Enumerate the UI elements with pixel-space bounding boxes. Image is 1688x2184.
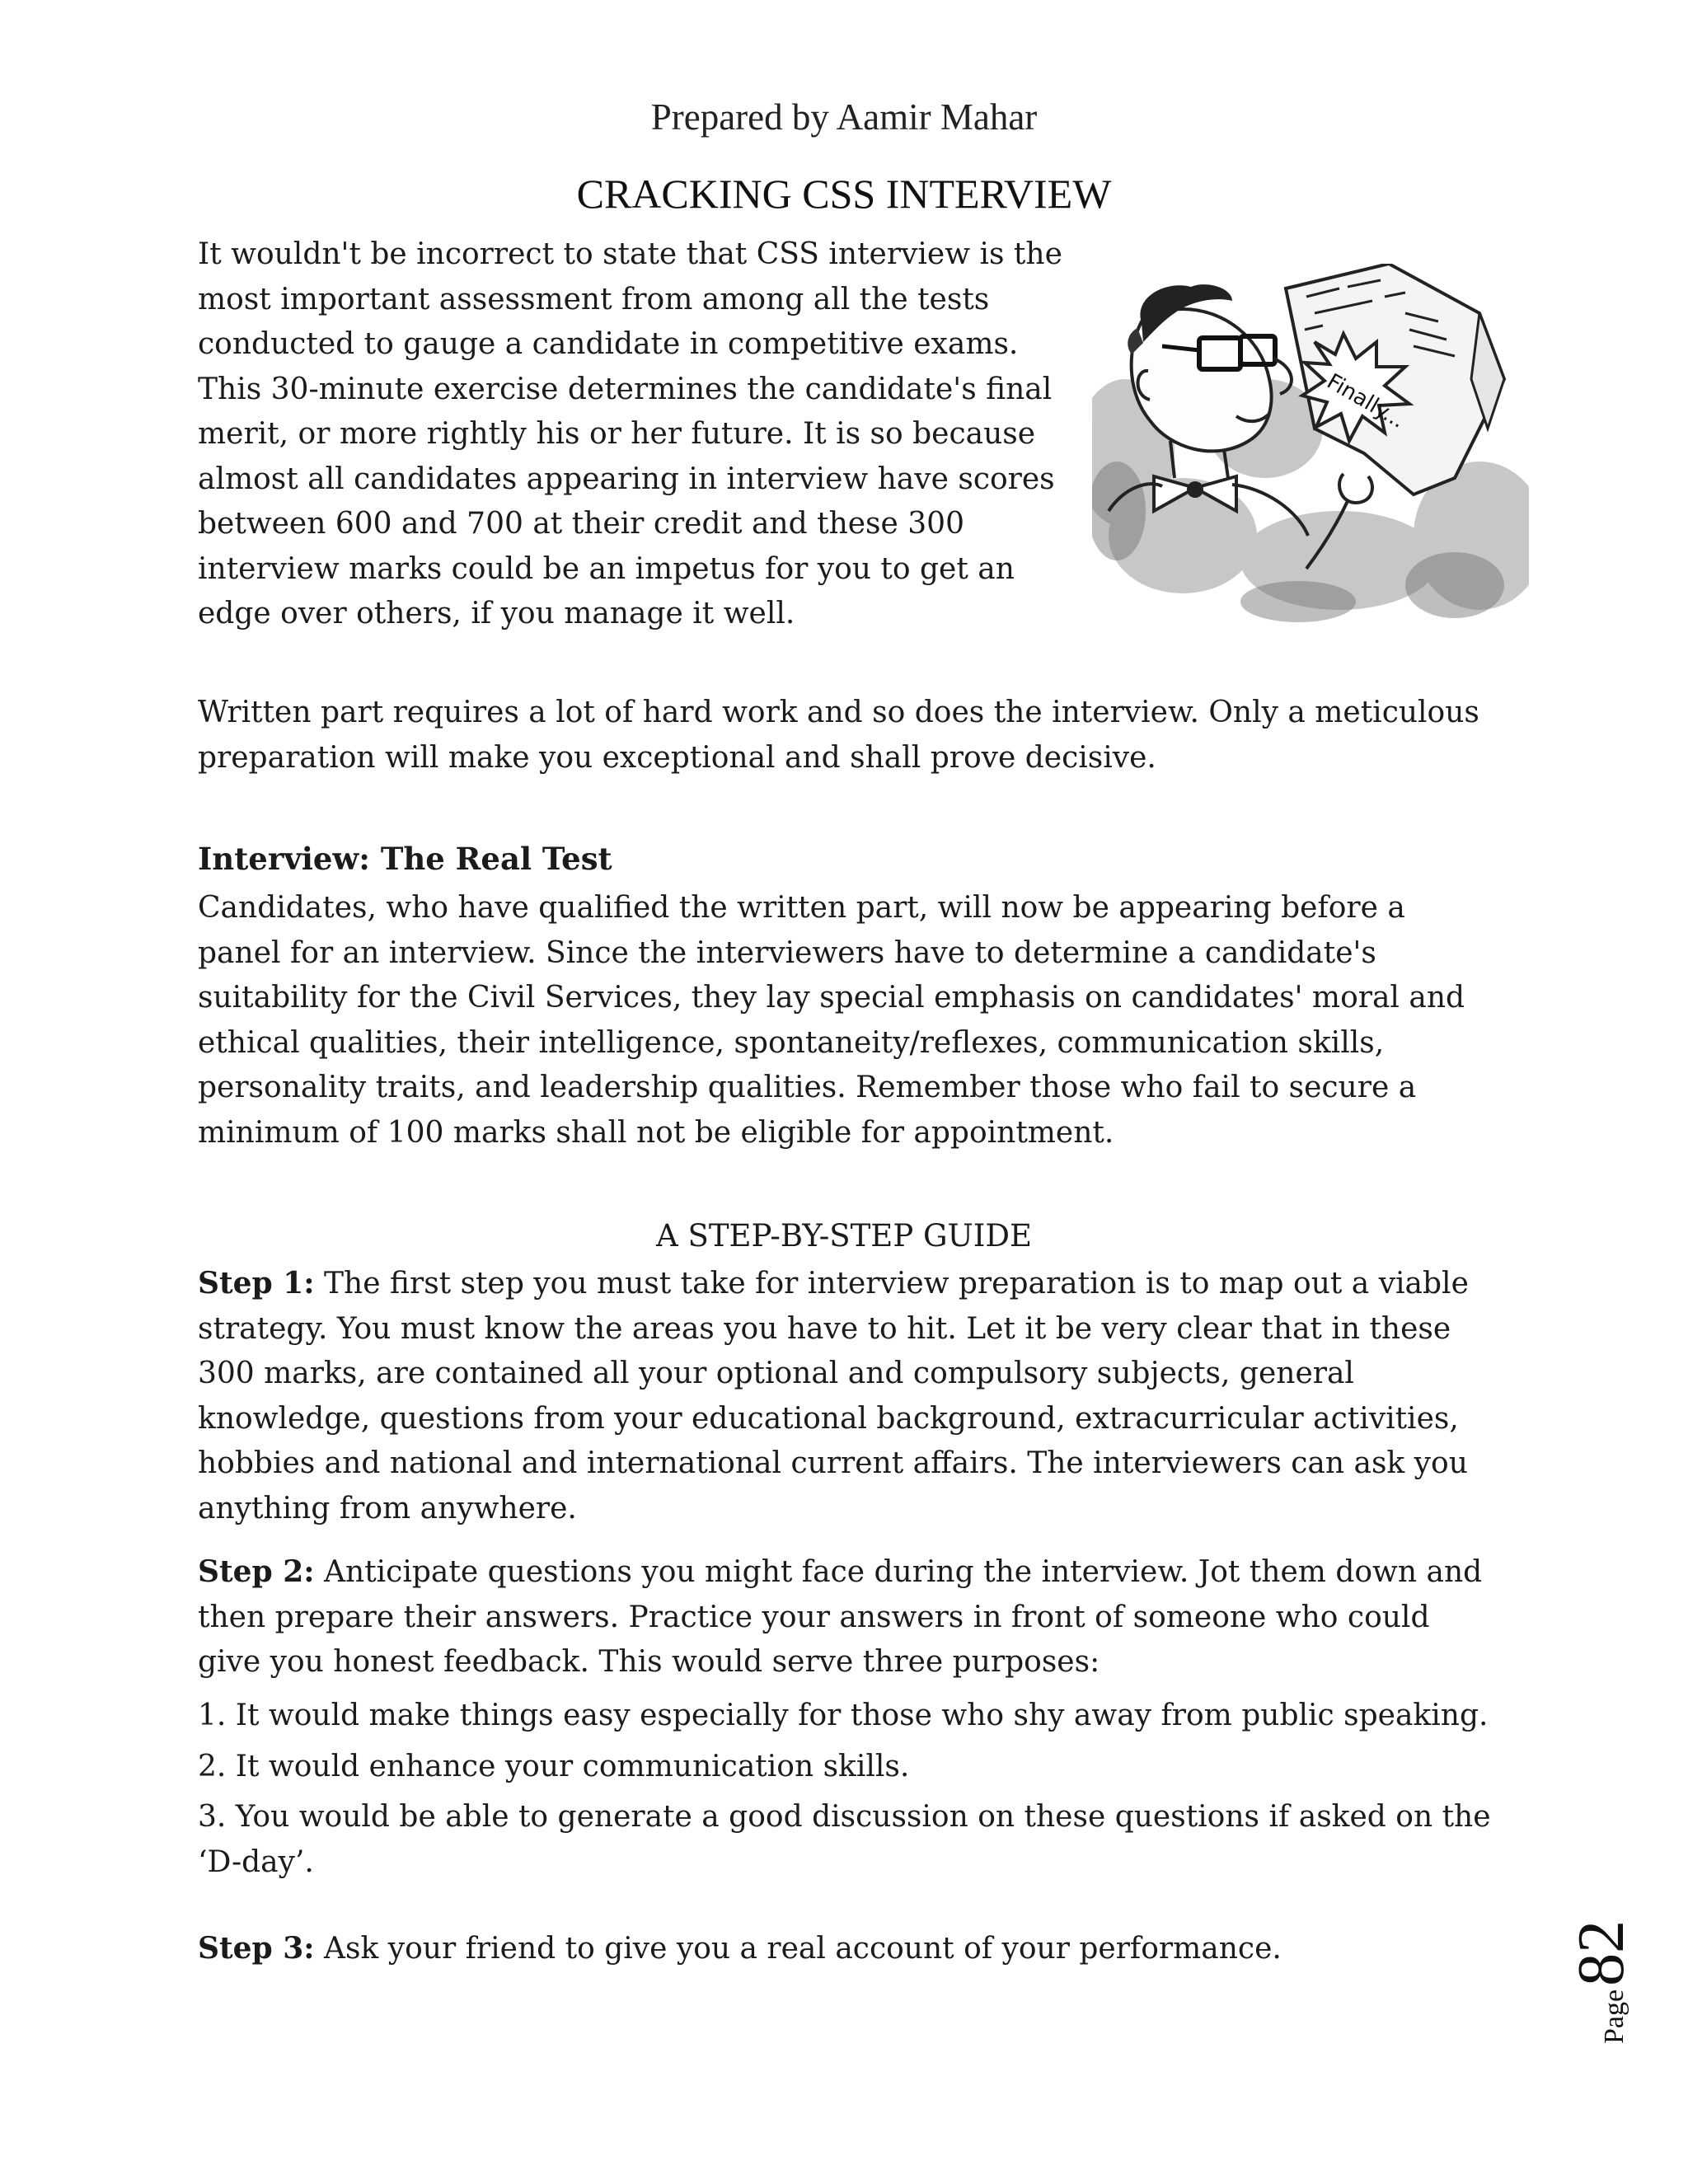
step-1-paragraph	[198, 1261, 1492, 1531]
step-3-label: Step 3:	[198, 1931, 315, 1966]
purpose-item-2: 2. It would enhance your communication skills.	[198, 1750, 910, 1783]
real-test-paragraph: Candidates, who have qualified the written part, will now be appearing before a panel for an interview. Since the interviewers have to determine a candidate's suitability for the Civil Services, they lay special emphasis on candidates' moral and ethical qualities, their intelligence, spontaneity/reflexes, communication skills, personality traits, and leadership qualities. Remember those who fail to secure a minimum of 100 marks shall not be eligible for appointment.	[198, 891, 1465, 1150]
step-2-paragraph	[198, 1549, 1492, 1685]
purpose-item-1: 1. It would make things easy especially for those who shy away from public speaking.	[198, 1699, 1489, 1732]
written-part-paragraph: Written part requires a lot of hard work and so does the interview. Only a meticulous preparation will make you exceptional and shall prove decisive.	[198, 696, 1479, 775]
page-title: CRACKING CSS INTERVIEW	[576, 171, 1112, 217]
step-1-text: The first step you must take for interview preparation is to map out a viable strategy. You must know the areas you have to hit. Let it be very clear that in these 300 marks, are contained all your optional and compulsory subjects, general knowledge, questions from your educational background, extracurricular activities, hobbies and national and international current affairs. The interviewers can ask you anything from anywhere.	[198, 1267, 1469, 1526]
step-2-text: Anticipate questions you might face during the interview. Jot them down and then prepare their answers. Practice your answers in front of someone who could give you honest feedback. This would serve three purposes:	[198, 1555, 1483, 1679]
purpose-item-3: 3. You would be able to generate a good discussion on these questions if asked on the ‘D-day’.	[198, 1800, 1491, 1879]
page-number	[1556, 1920, 1639, 2052]
step-3-paragraph	[198, 1926, 1492, 1972]
cartoon-man-reading-newspaper-icon	[1092, 264, 1529, 626]
newspaper-headline: Finally...	[1322, 369, 1409, 434]
page-number-value: 82	[1565, 1919, 1638, 1986]
author-credit: Prepared by Aamir Mahar	[650, 96, 1038, 138]
section-heading-step-guide: A STEP-BY-STEP GUIDE	[655, 1218, 1032, 1254]
section-heading-real-test: Interview: The Real Test	[198, 841, 612, 877]
step-1-label: Step 1:	[198, 1266, 315, 1301]
step-2-label: Step 2:	[198, 1554, 315, 1589]
page-word: Page	[1599, 1989, 1629, 2044]
step-3-text: Ask your friend to give you a real account of your performance.	[314, 1932, 1282, 1966]
intro-paragraph: It wouldn't be incorrect to state that CSS interview is the most important assessment from among all the tests conducted to gauge a candidate in competitive exams. This 30-minute exercise determines the candidate's final merit, or more rightly his or her future. It is so because almost all candidates appearing in interview have scores between 600 and 700 at their credit and these 300 interview marks could be an impetus for you to get an edge over others, if you manage it well.	[198, 237, 1062, 630]
